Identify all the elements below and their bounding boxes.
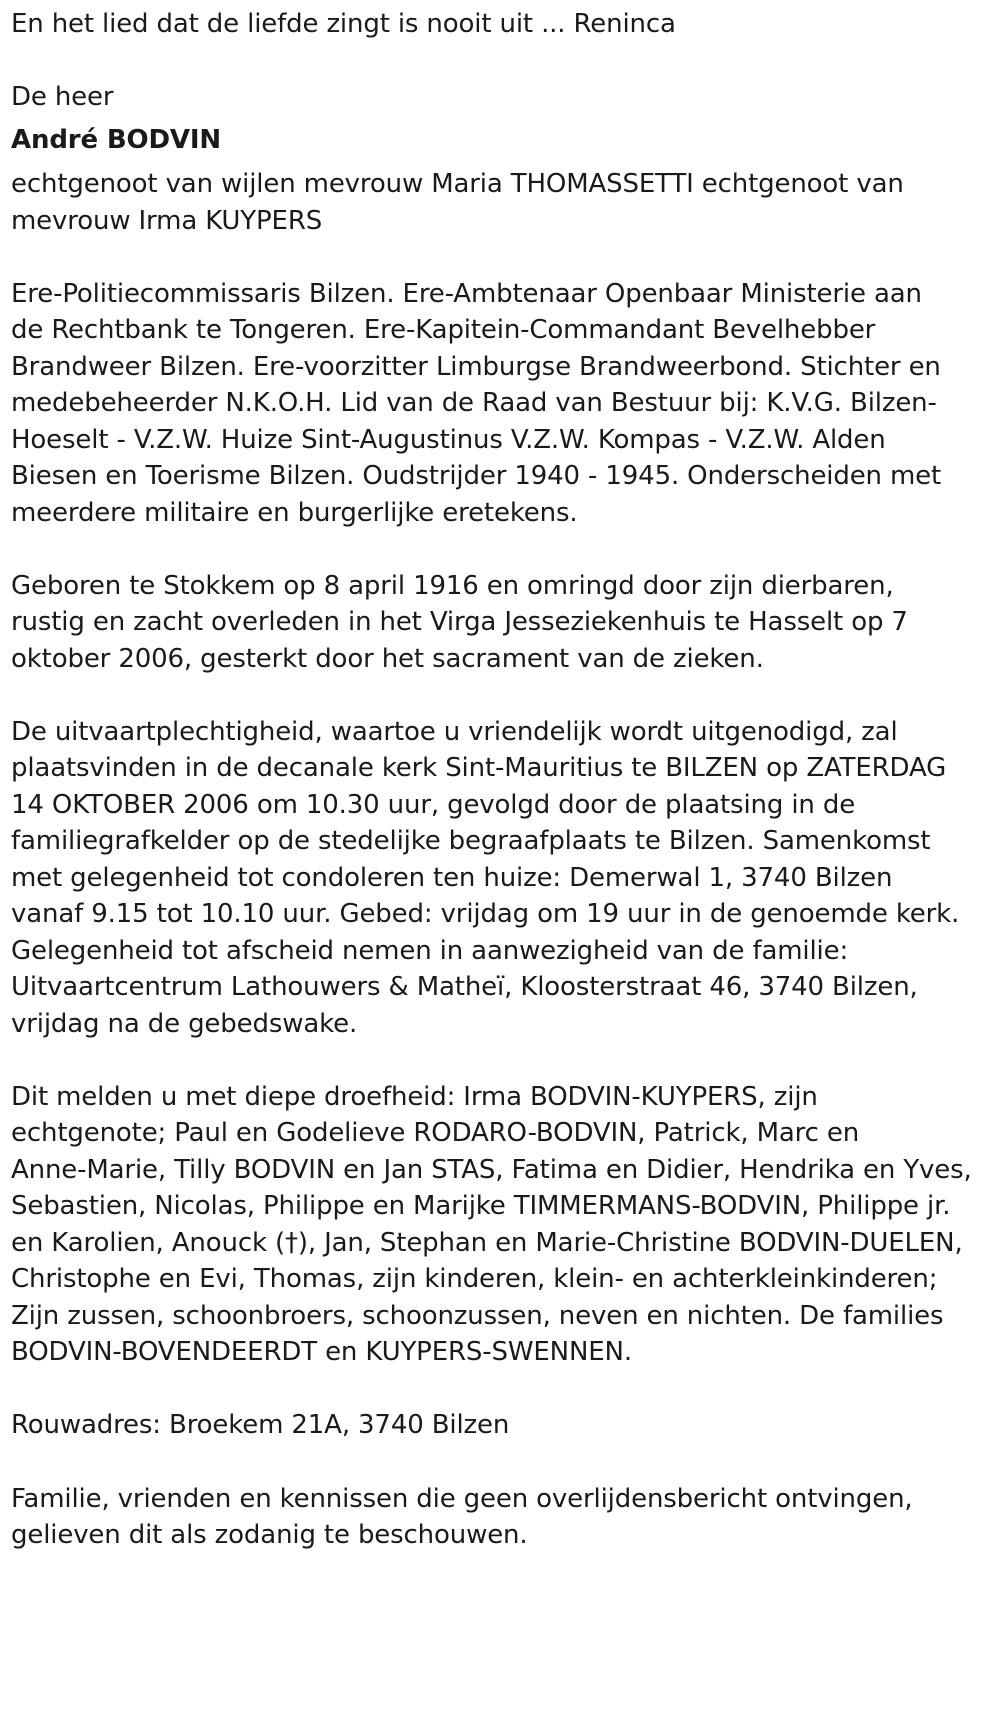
deceased-name: André BODVIN [11,125,222,155]
family-line: en Karolien, Anouck (†), Jan, Stephan en Marie-Christine BODVIN-DUELEN, [11,1228,963,1258]
funeral-line: De uitvaartplechtigheid, waartoe u vriendelijk wordt uitgenodigd, zal [11,717,898,747]
funeral-line: vanaf 9.15 tot 10.10 uur. Gebed: vrijdag om 19 uur in de genoemde kerk. [11,899,960,929]
funeral-line: plaatsvinden in de decanale kerk Sint-Mauritius te BILZEN op ZATERDAG [11,753,947,783]
funeral-line: 14 OKTOBER 2006 om 10.30 uur, gevolgd door de plaatsing in de [11,790,856,820]
closing-line: gelieven dit als zodanig te beschouwen. [11,1520,528,1550]
birth-line: oktober 2006, gesterkt door het sacrament van de zieken. [11,644,764,674]
birth-line: Geboren te Stokkem op 8 april 1916 en omringd door zijn dierbaren, [11,571,894,601]
titles-line: Ere-Politiecommissaris Bilzen. Ere-Ambtenaar Openbaar Ministerie aan [11,279,922,309]
titles-line: Brandweer Bilzen. Ere-voorzitter Limburgse Brandweerbond. Stichter en [11,352,941,382]
titles-line: Hoeselt - V.Z.W. Huize Sint-Augustinus V.Z.W. Kompas - V.Z.W. Alden [11,425,886,455]
salutation: De heer [11,82,114,112]
closing-line: Familie, vrienden en kennissen die geen overlijdensbericht ontvingen, [11,1484,913,1514]
family-line: echtgenote; Paul en Godelieve RODARO-BODVIN, Patrick, Marc en [11,1118,860,1148]
spouse-line: mevrouw Irma KUYPERS [11,206,323,236]
funeral-line: Gelegenheid tot afscheid nemen in aanwezigheid van de familie: [11,936,849,966]
titles-line: de Rechtbank te Tongeren. Ere-Kapitein-Commandant Bevelhebber [11,315,876,345]
titles-line: meerdere militaire en burgerlijke eretekens. [11,498,578,528]
funeral-line: familiegrafkelder op de stedelijke begraafplaats te Bilzen. Samenkomst [11,826,931,856]
family-line: Dit melden u met diepe droefheid: Irma BODVIN-KUYPERS, zijn [11,1082,818,1112]
titles-line: Biesen en Toerisme Bilzen. Oudstrijder 1940 - 1945. Onderscheiden met [11,461,942,491]
spouse-line: echtgenoot van wijlen mevrouw Maria THOMASSETTI echtgenoot van [11,169,904,199]
opening-quote: En het lied dat de liefde zingt is nooit uit ... Reninca [11,9,676,39]
mourning-address: Rouwadres: Broekem 21A, 3740 Bilzen [11,1410,510,1440]
birth-line: rustig en zacht overleden in het Virga Jesseziekenhuis te Hasselt op 7 [11,607,908,637]
funeral-line: vrijdag na de gebedswake. [11,1009,358,1039]
titles-line: medebeheerder N.K.O.H. Lid van de Raad van Bestuur bij: K.V.G. Bilzen- [11,388,937,418]
family-line: BODVIN-BOVENDEERDT en KUYPERS-SWENNEN. [11,1337,632,1367]
funeral-line: Uitvaartcentrum Lathouwers & Matheï, Kloosterstraat 46, 3740 Bilzen, [11,972,918,1002]
family-line: Zijn zussen, schoonbroers, schoonzussen, neven en nichten. De families [11,1301,944,1331]
family-line: Christophe en Evi, Thomas, zijn kinderen, klein- en achterkleinkinderen; [11,1264,938,1294]
family-line: Anne-Marie, Tilly BODVIN en Jan STAS, Fatima en Didier, Hendrika en Yves, [11,1155,972,1185]
family-line: Sebastien, Nicolas, Philippe en Marijke TIMMERMANS-BODVIN, Philippe jr. [11,1191,951,1221]
funeral-line: met gelegenheid tot condoleren ten huize: Demerwal 1, 3740 Bilzen [11,863,893,893]
